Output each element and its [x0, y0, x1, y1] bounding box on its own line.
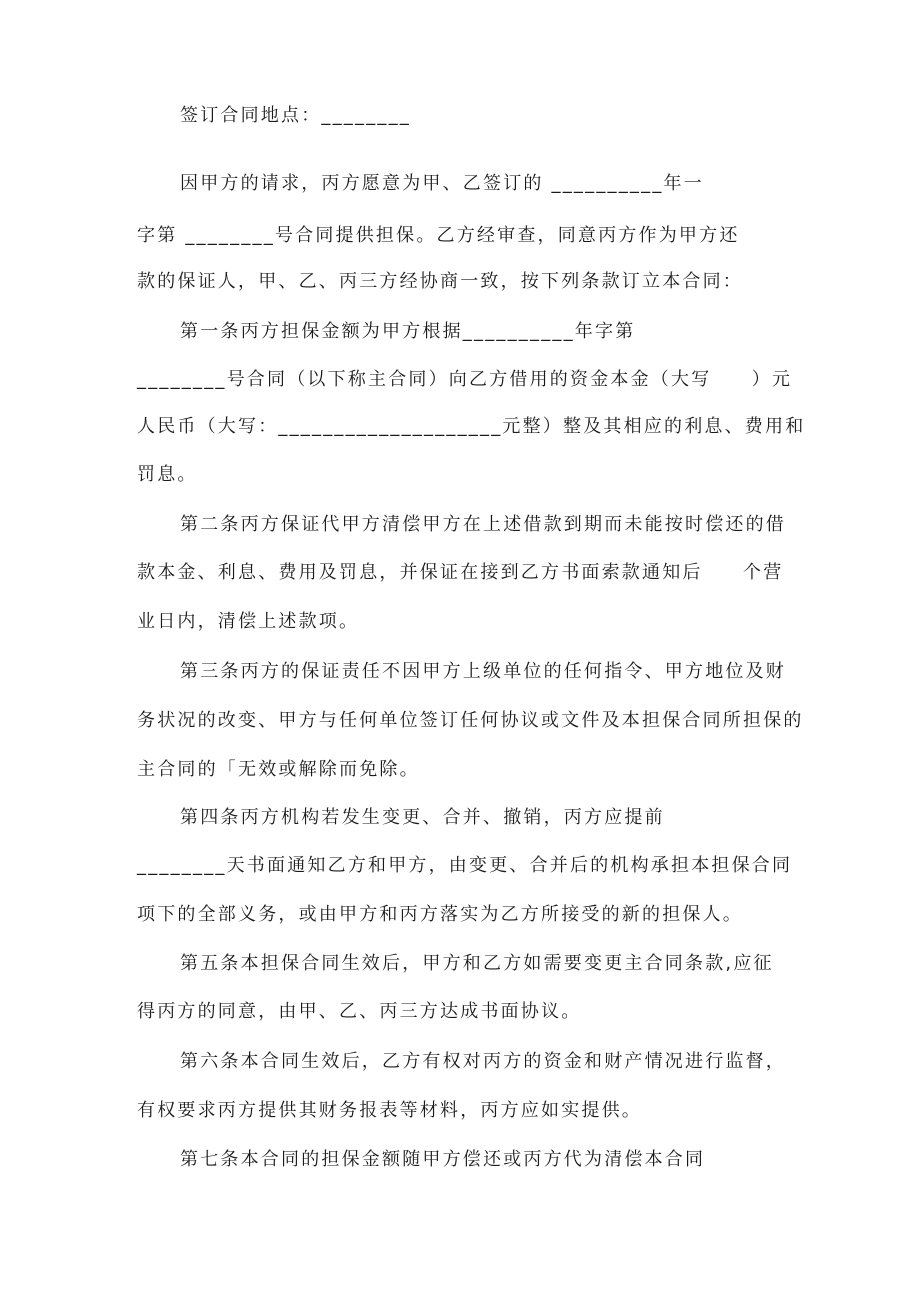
- article-5-line-2: 得丙方的同意，由甲、乙、丙三方达成书面协议。: [137, 1001, 582, 1022]
- article-6-line-1: 第六条本合同生效后，乙方有权对丙方的资金和财产情况进行监督，: [180, 1051, 786, 1072]
- paragraph-intro-line-1: 因甲方的请求，丙方愿意为甲、乙签订的 __________年一: [180, 173, 704, 194]
- article-1-line-4: 罚息。: [137, 464, 198, 485]
- article-2-line-3: 业日内，清偿上述款项。: [137, 611, 360, 632]
- article-6-line-2: 有权要求丙方提供其财务报表等材料，丙方应如实提供。: [137, 1100, 642, 1121]
- article-1-line-2: ________号合同（以下称主合同）向乙方借用的资金本金（大写 ）元: [137, 369, 793, 390]
- contract-place-line: 签订合同地点：________: [180, 105, 411, 126]
- article-4-line-3: 项下的全部义务，或由甲方和丙方落实为乙方所接受的新的担保人。: [137, 904, 743, 925]
- article-7-line-1: 第七条本合同的担保金额随甲方偿还或丙方代为清偿本合同: [180, 1149, 706, 1170]
- article-2-line-1: 第二条丙方保证代甲方清偿甲方在上述借款到期而未能按时偿还的借: [180, 514, 786, 535]
- article-3-line-3: 主合同的「无效或解除而免除。: [137, 759, 420, 780]
- article-4-line-1: 第四条丙方机构若发生变更、合并、撤销，丙方应提前: [180, 807, 665, 828]
- article-5-line-1: 第五条本担保合同生效后，甲方和乙方如需要变更主合同条款,应征: [180, 953, 774, 974]
- article-1-line-3: 人民币（大写：____________________元整）整及其相应的利息、费用和: [137, 416, 806, 437]
- article-4-line-2: ________天书面通知乙方和甲方，由变更、合并后的机构承担本担保合同: [137, 855, 793, 876]
- article-3-line-1: 第三条丙方的保证责任不因甲方上级单位的任何指令、甲方地位及财: [180, 661, 786, 682]
- paragraph-intro-line-3: 款的保证人，甲、乙、丙三方经协商一致，按下列条款订立本合同：: [137, 271, 743, 292]
- article-2-line-2: 款本金、利息、费用及罚息，并保证在接到乙方书面索款通知后 个营: [137, 562, 784, 583]
- paragraph-intro-line-2: 字第 ________号合同提供担保。乙方经审查，同意丙方作为甲方还: [137, 225, 740, 246]
- article-1-line-1: 第一条丙方担保金额为甲方根据__________年字第: [180, 321, 636, 342]
- article-3-line-2: 务状况的改变、甲方与任何单位签订任何协议或文件及本担保合同所担保的: [137, 710, 804, 731]
